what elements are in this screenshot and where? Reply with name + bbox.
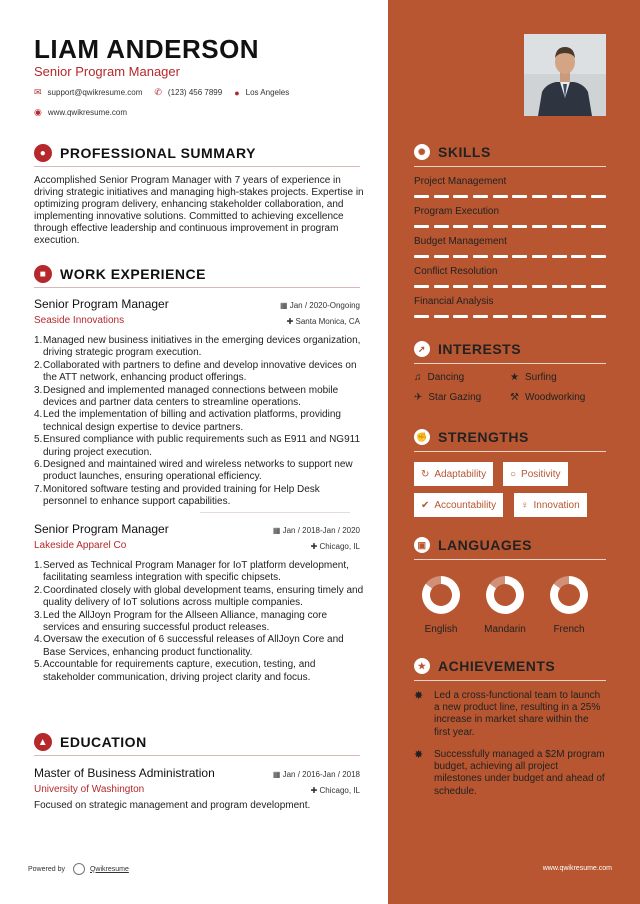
location-text: Los Angeles	[245, 88, 290, 97]
list-item: 5. Accountable for requirements capture, execution, testing, and stakeholder communication, driving project clarity and focus.	[34, 659, 316, 683]
website-row	[34, 107, 139, 118]
interest-item: ★ Surfing	[510, 372, 557, 383]
footer-site[interactable]: www.qwikresume.com	[542, 865, 612, 872]
language-icon: ▣	[414, 537, 430, 553]
list-item: 4. Led the implementation of billing and activation platforms, providing technical design expertise to device partners.	[34, 409, 341, 433]
skill-label: Project Management	[414, 176, 507, 187]
interest-item: ✈ Star Gazing	[414, 392, 482, 403]
strength-badge: ♀ Innovation	[514, 493, 587, 517]
skill-label: Financial Analysis	[414, 296, 494, 307]
achievements-heading: ★ ACHIEVEMENTS	[414, 658, 555, 674]
phone-text: (123) 456 7899	[167, 88, 223, 97]
pin-icon: ✚	[286, 317, 296, 326]
list-item: 2. Collaborated with partners to define and develop innovative devices on the ATT network, enhancing product offerings.	[34, 359, 357, 384]
strength-badge: ✔ Accountability	[414, 493, 503, 517]
job-1-date: ▦ Jan / 2020-Ongoing	[279, 301, 360, 310]
achievement-item: ✸ Led a cross-functional team to launch a new product line, resulting in a 25% increase in market share within the first year.	[414, 690, 601, 738]
star-icon: ★	[510, 372, 519, 383]
job-2-bullets	[34, 560, 364, 684]
strengths-heading: ✊ STRENGTHS	[414, 429, 529, 445]
list-item: 1. Served as Technical Program Manager for IoT platform development, facilitating seamless integration with specific chipsets.	[34, 560, 349, 584]
language-label: French	[553, 624, 585, 635]
briefcase-icon: ■	[34, 265, 52, 283]
summary-heading: ● PROFESSIONAL SUMMARY	[34, 144, 256, 162]
list-item: 6. Designed and maintained wired and wireless networks to support new product launches, ensuring operational efficiency.	[34, 459, 353, 483]
candidate-name: LIAM ANDERSON	[34, 34, 260, 64]
degree-title: Master of Business Administration	[34, 766, 215, 780]
website-text[interactable]: www.qwikresume.com	[47, 108, 127, 117]
interest-item: ⚒ Woodworking	[510, 392, 586, 403]
skill-bar	[414, 225, 606, 228]
skill-bar	[414, 195, 606, 198]
calendar-icon: ▦	[272, 526, 283, 535]
summary-divider	[34, 166, 360, 167]
skill-bar	[414, 315, 606, 318]
star-icon: ✸	[414, 749, 424, 761]
job-2-date: ▦ Jan / 2018-Jan / 2020	[272, 526, 360, 535]
education-heading: ▲ EDUCATION	[34, 733, 147, 751]
globe-icon: ◉	[34, 107, 42, 117]
school-name: University of Washington	[34, 784, 145, 795]
interest-item: ♫ Dancing	[414, 372, 465, 383]
footer-brand-link[interactable]: Qwikresume	[89, 865, 129, 873]
skill-bar	[414, 285, 606, 288]
language-level-donut	[422, 576, 460, 614]
strength-badge: ○ Positivity	[503, 462, 568, 486]
interests-divider	[414, 363, 606, 364]
achievements-divider	[414, 680, 606, 681]
job-1-title: Senior Program Manager	[34, 297, 169, 311]
language-item	[539, 576, 599, 635]
interests-heading: ➚ INTERESTS	[414, 341, 521, 357]
experience-heading: ■ WORK EXPERIENCE	[34, 265, 206, 283]
job-1-company: Seaside Innovations	[34, 315, 125, 326]
experience-divider	[34, 287, 360, 288]
rocket-icon: ➚	[414, 341, 430, 357]
list-item: 7. Monitored software testing and provided training for Help Desk personnel to enhance support capabilities.	[34, 483, 320, 508]
phone-icon: ✆	[154, 87, 162, 97]
music-note-icon: ♫	[414, 372, 422, 383]
candidate-title: Senior Program Manager	[34, 64, 180, 79]
job-2-company: Lakeside Apparel Co	[34, 540, 127, 551]
list-item: 3. Designed and implemented managed connections between mobile devices and partner data centers to streamline operations.	[34, 384, 339, 409]
person-icon: ●	[34, 144, 52, 162]
skill-label: Budget Management	[414, 236, 507, 247]
school-location: ✚ Chicago, IL	[310, 786, 360, 795]
refresh-icon: ↻	[421, 468, 430, 480]
skill-label: Program Execution	[414, 206, 500, 217]
lightbulb-icon: ♀	[521, 499, 529, 511]
contact-row	[34, 87, 301, 98]
graduation-cap-icon: ▲	[34, 733, 52, 751]
languages-heading: ▣ LANGUAGES	[414, 537, 532, 553]
language-item	[411, 576, 471, 635]
education-note: Focused on strategic management and program development.	[34, 800, 311, 811]
job-1-location: ✚ Santa Monica, CA	[286, 317, 360, 326]
language-item	[475, 576, 535, 635]
language-label: Mandarin	[484, 624, 526, 635]
skill-bar	[414, 255, 606, 258]
email-text[interactable]: support@qwikresume.com	[47, 88, 143, 97]
job-separator	[200, 512, 350, 513]
star-icon: ✸	[414, 690, 424, 702]
location-pin-icon: ●	[234, 87, 240, 98]
strength-badge: ↻ Adaptability	[414, 462, 493, 486]
qwikresume-logo-icon	[73, 863, 85, 875]
languages-divider	[414, 559, 606, 560]
calendar-icon: ▦	[272, 770, 283, 779]
list-item: 1. Managed new business initiatives in the emerging devices organization, driving strategic program execution.	[34, 335, 361, 359]
language-level-donut	[550, 576, 588, 614]
skills-divider	[414, 166, 606, 167]
list-item: 5. Ensured compliance with public requirements such as E911 and NG911 during project execution.	[34, 434, 361, 458]
skills-heading: ✺ SKILLS	[414, 144, 491, 160]
list-item: 2. Coordinated closely with global development teams, ensuring timely and quality delivery of IoT solutions across multiple companies.	[34, 584, 364, 609]
star-badge-icon: ★	[414, 658, 430, 674]
achievement-item: ✸ Successfully managed a $2M program budget, achieving all project milestones under budget and ahead of schedule.	[414, 749, 605, 797]
job-2-location: ✚ Chicago, IL	[310, 542, 360, 551]
pin-icon: ✚	[310, 786, 320, 795]
telescope-icon: ✈	[414, 392, 423, 403]
circle-icon: ○	[510, 468, 517, 480]
footer-powered: Powered by Qwikresume	[28, 863, 129, 875]
profile-photo	[524, 34, 606, 116]
list-item: 3. Led the AllJoyn Program for the Allseen Alliance, managing core services and ensuring successful product releases.	[34, 609, 328, 634]
strengths-divider	[414, 451, 606, 452]
email-icon: ✉	[34, 87, 42, 97]
check-circle-icon: ✔	[421, 499, 430, 511]
language-level-donut	[486, 576, 524, 614]
pin-icon: ✚	[310, 542, 320, 551]
degree-date: ▦ Jan / 2016-Jan / 2018	[272, 770, 360, 779]
lightbulb-icon: ✺	[414, 144, 430, 160]
hammer-icon: ⚒	[510, 392, 519, 403]
language-label: English	[424, 624, 458, 635]
calendar-icon: ▦	[279, 301, 290, 310]
job-2-title: Senior Program Manager	[34, 522, 169, 536]
summary-text: Accomplished Senior Program Manager with 7 years of experience in driving strategic initiatives and managing high-stakes projects. Expertise in optimizing program delivery, enhancing stakeholder collaboration, and implementing innovative solutions. Committed to achieving excellence through effective leadership and continuous improvement in program execution.	[34, 175, 364, 246]
education-divider	[34, 755, 360, 756]
list-item: 4. Oversaw the execution of 6 successful releases of AllJoyn Core and Base Services, enhancing product functionality.	[34, 634, 344, 658]
job-1-bullets	[34, 335, 364, 509]
skill-label: Conflict Resolution	[414, 266, 498, 277]
fist-icon: ✊	[414, 429, 430, 445]
